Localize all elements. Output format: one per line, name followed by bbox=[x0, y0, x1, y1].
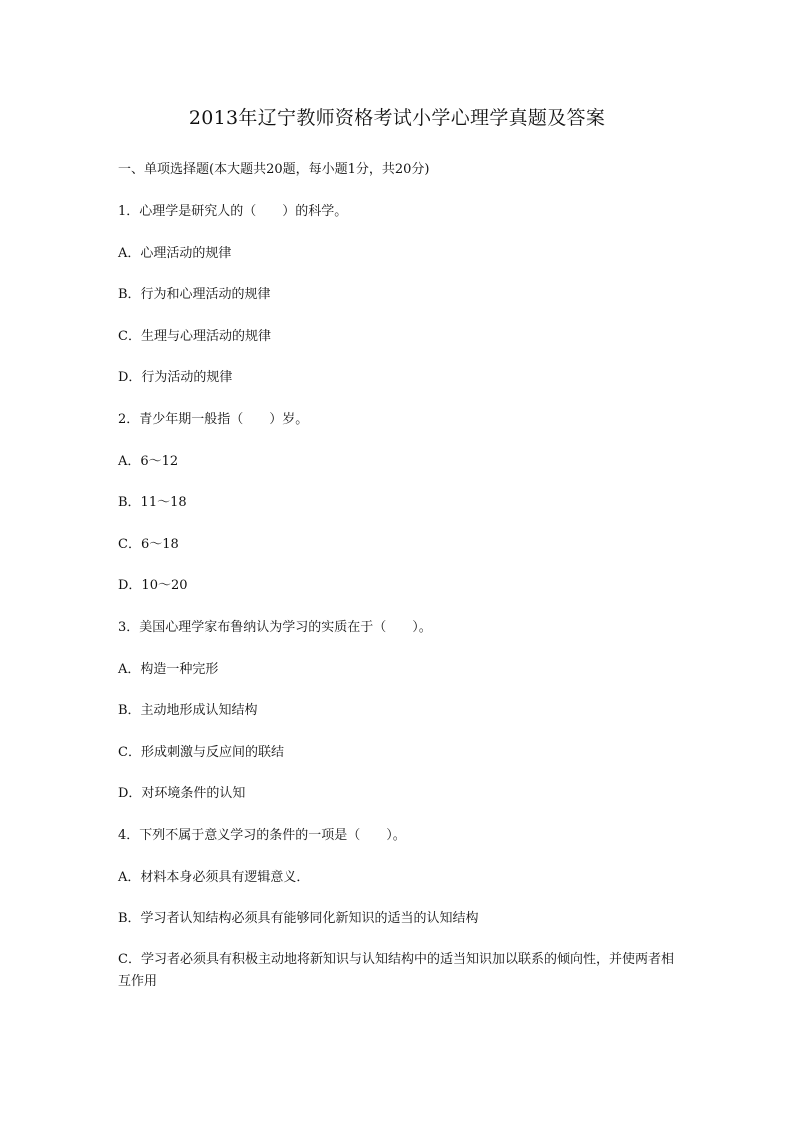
question-3-stem: 3．美国心理学家布鲁纳认为学习的实质在于（ ）。 bbox=[118, 620, 432, 635]
question-2-option-d: D．10～20 bbox=[118, 578, 188, 593]
question-1-option-c: C．生理与心理活动的规律 bbox=[118, 329, 271, 344]
document-title: 2013年辽宁教师资格考试小学心理学真题及答案 bbox=[188, 107, 606, 129]
question-2-stem: 2．青少年期一般指（ ）岁。 bbox=[118, 412, 309, 427]
question-4-option-b: B．学习者认知结构必须具有能够同化新知识的适当的认知结构 bbox=[118, 911, 479, 926]
section-heading: 一、单项选择题(本大题共20题，每小题1分，共20分) bbox=[118, 162, 430, 177]
question-3-option-b: B．主动地形成认知结构 bbox=[118, 703, 258, 718]
question-1-option-b: B．行为和心理活动的规律 bbox=[118, 287, 271, 302]
question-3-option-a: A．构造一种完形 bbox=[118, 662, 219, 677]
question-2-option-c: C．6～18 bbox=[118, 537, 179, 552]
question-4-stem: 4．下列不属于意义学习的条件的一项是（ ）。 bbox=[118, 828, 406, 843]
question-4-option-a: A．材料本身必须具有逻辑意义． bbox=[118, 870, 310, 885]
question-2-option-b: B．11～18 bbox=[118, 495, 187, 510]
question-3-option-c: C．形成刺激与反应间的联结 bbox=[118, 745, 284, 760]
question-2-option-a: A．6～12 bbox=[118, 454, 179, 469]
question-1-stem: 1．心理学是研究人的（ ）的科学。 bbox=[118, 204, 348, 219]
question-4-option-c: C．学习者必须具有积极主动地将新知识与认知结构中的适当知识加以联系的倾向性，并使两者相互作用 bbox=[118, 952, 674, 989]
question-1-option-a: A．心理活动的规律 bbox=[118, 246, 232, 261]
question-3-option-d: D．对环境条件的认知 bbox=[118, 786, 246, 801]
question-1-option-d: D．行为活动的规律 bbox=[118, 370, 233, 385]
